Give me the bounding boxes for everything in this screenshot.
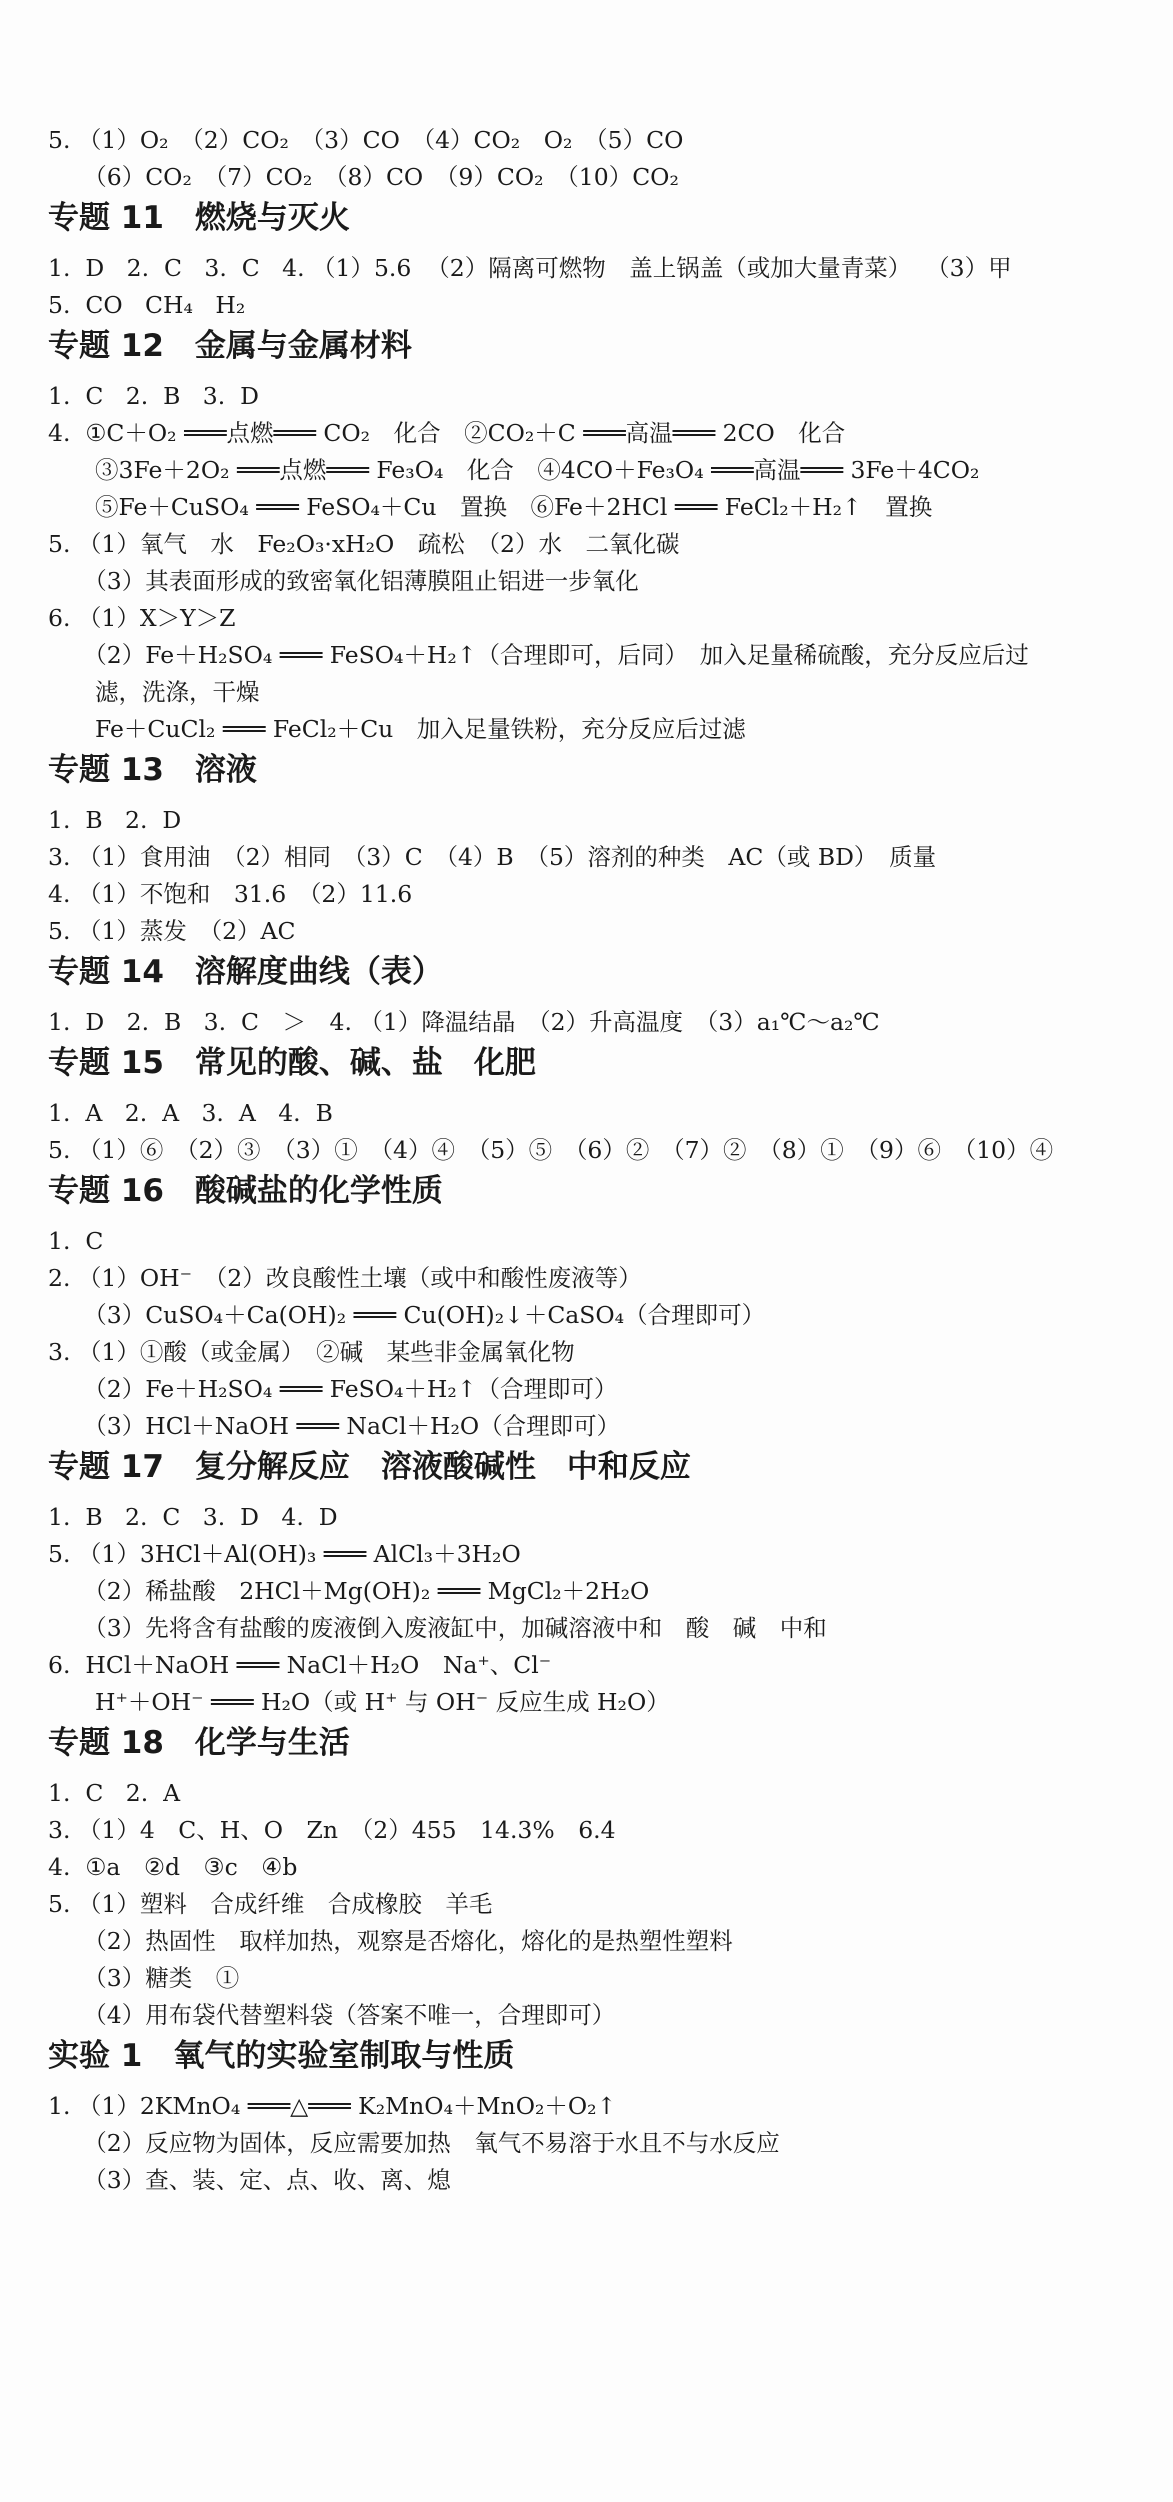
section-heading: 专题 17 复分解反应 溶液酸碱性 中和反应 (48, 1449, 691, 1485)
answer-line: 3. （1）①酸（或金属） ②碱 某些非金属氧化物 (48, 1338, 575, 1366)
answer-line: 5. CO CH₄ H₂ (48, 291, 246, 319)
answer-line: （6）CO₂ （7）CO₂ （8）CO （9）CO₂ （10）CO₂ (48, 163, 679, 191)
answer-line: H⁺＋OH⁻ ═══ H₂O（或 H⁺ 与 OH⁻ 反应生成 H₂O） (48, 1688, 670, 1716)
section-heading: 专题 16 酸碱盐的化学性质 (48, 1173, 443, 1209)
answer-line: 6. （1）X＞Y＞Z (48, 604, 236, 632)
section-heading: 专题 18 化学与生活 (48, 1725, 350, 1761)
answer-line: 4. ①a ②d ③c ④b (48, 1853, 298, 1881)
answer-line: 1. B 2. C 3. D 4. D (48, 1503, 338, 1531)
answer-section (48, 324, 1133, 748)
answer-line: Fe＋CuCl₂ ═══ FeCl₂＋Cu 加入足量铁粉，充分反应后过滤 (48, 715, 746, 743)
answer-line: （3）查、装、定、点、收、离、熄 (48, 2166, 451, 2194)
answer-section (48, 950, 1133, 1041)
answer-line: （3）CuSO₄＋Ca(OH)₂ ═══ Cu(OH)₂↓＋CaSO₄（合理即可） (48, 1301, 766, 1329)
answer-section (48, 2034, 1133, 2199)
answer-line: 5. （1）氧气 水 Fe₂O₃·xH₂O 疏松 （2）水 二氧化碳 (48, 530, 680, 558)
answer-section (48, 1721, 1133, 2034)
answer-line: 1. D 2. C 3. C 4. （1）5.6 （2）隔离可燃物 盖上锅盖（或加大量青菜） （3）甲 (48, 254, 1012, 282)
answer-line: ⑤Fe＋CuSO₄ ═══ FeSO₄＋Cu 置换 ⑥Fe＋2HCl ═══ FeCl₂＋H₂↑ 置换 (48, 493, 933, 521)
answer-line: （3）HCl＋NaOH ═══ NaCl＋H₂O（合理即可） (48, 1412, 621, 1440)
answer-line: （2）Fe＋H₂SO₄ ═══ FeSO₄＋H₂↑（合理即可） (48, 1375, 618, 1403)
answer-section (48, 1041, 1133, 1169)
answer-line: （3）先将含有盐酸的废液倒入废液缸中，加碱溶液中和 酸 碱 中和 (48, 1614, 827, 1642)
answer-line: （2）热固性 取样加热，观察是否熔化，熔化的是热塑性塑料 (48, 1927, 733, 1955)
answer-line: 1. A 2. A 3. A 4. B (48, 1099, 333, 1127)
section-heading: 专题 13 溶液 (48, 752, 257, 788)
answer-section (48, 748, 1133, 950)
section-heading: 专题 15 常见的酸、碱、盐 化肥 (48, 1045, 536, 1081)
answer-section (48, 1445, 1133, 1721)
answer-line: （2）Fe＋H₂SO₄ ═══ FeSO₄＋H₂↑（合理即可，后同） 加入足量稀硫酸，充分反应后过 (48, 641, 1029, 669)
answer-line: 1. D 2. B 3. C ＞ 4. （1）降温结晶 （2）升高温度 （3）a₁℃～a₂℃ (48, 1008, 880, 1036)
section-heading: 专题 12 金属与金属材料 (48, 328, 412, 364)
answer-section (48, 196, 1133, 324)
answer-line: （4）用布袋代替塑料袋（答案不唯一，合理即可） (48, 2001, 616, 2029)
answer-line: 1. C 2. A (48, 1779, 181, 1807)
answer-line: 4. （1）不饱和 31.6 （2）11.6 (48, 880, 413, 908)
answer-line: 滤，洗涤，干燥 (48, 678, 260, 706)
answer-line: 1. B 2. D (48, 806, 182, 834)
answer-line: 3. （1）4 C、H、O Zn （2）455 14.3% 6.4 (48, 1816, 616, 1844)
answer-line: 6. HCl＋NaOH ═══ NaCl＋H₂O Na⁺、Cl⁻ (48, 1651, 552, 1679)
answer-line: 1. C (48, 1227, 104, 1255)
answer-line: 3. （1）食用油 （2）相同 （3）C （4）B （5）溶剂的种类 AC（或 BD） 质量 (48, 843, 937, 871)
section-heading: 专题 11 燃烧与灭火 (48, 200, 350, 236)
answer-line: 5. （1）蒸发 （2）AC (48, 917, 296, 945)
answer-section (48, 122, 1133, 196)
section-heading: 专题 14 溶解度曲线（表） (48, 954, 443, 990)
answer-line: （2）反应物为固体，反应需要加热 氧气不易溶于水且不与水反应 (48, 2129, 780, 2157)
answer-section (48, 1169, 1133, 1445)
section-heading: 实验 1 氧气的实验室制取与性质 (48, 2038, 515, 2074)
answer-line: 5. （1）3HCl＋Al(OH)₃ ═══ AlCl₃＋3H₂O (48, 1540, 521, 1568)
answer-line: 5. （1）⑥ （2）③ （3）① （4）④ （5）⑤ （6）② （7）② （8）① （9）⑥ （10）④ (48, 1136, 1054, 1164)
answer-line: 4. ①C＋O₂ ═══点燃═══ CO₂ 化合 ②CO₂＋C ═══高温═══ 2CO 化合 (48, 419, 846, 447)
answer-line: 5. （1）塑料 合成纤维 合成橡胶 羊毛 (48, 1890, 493, 1918)
answer-line: 5. （1）O₂ （2）CO₂ （3）CO （4）CO₂ O₂ （5）CO (48, 126, 684, 154)
answer-line: （2）稀盐酸 2HCl＋Mg(OH)₂ ═══ MgCl₂＋2H₂O (48, 1577, 650, 1605)
answer-line: （3）其表面形成的致密氧化铝薄膜阻止铝进一步氧化 (48, 567, 639, 595)
answer-line: （3）糖类 ① (48, 1964, 240, 1992)
answer-line: ③3Fe＋2O₂ ═══点燃═══ Fe₃O₄ 化合 ④4CO＋Fe₃O₄ ═══高温═══ 3Fe＋4CO₂ (48, 456, 980, 484)
answer-line: 1. C 2. B 3. D (48, 382, 259, 410)
answer-line: 2. （1）OH⁻ （2）改良酸性土壤（或中和酸性废液等） (48, 1264, 642, 1292)
answer-line: 1. （1）2KMnO₄ ═══△═══ K₂MnO₄＋MnO₂＋O₂↑ (48, 2092, 617, 2120)
